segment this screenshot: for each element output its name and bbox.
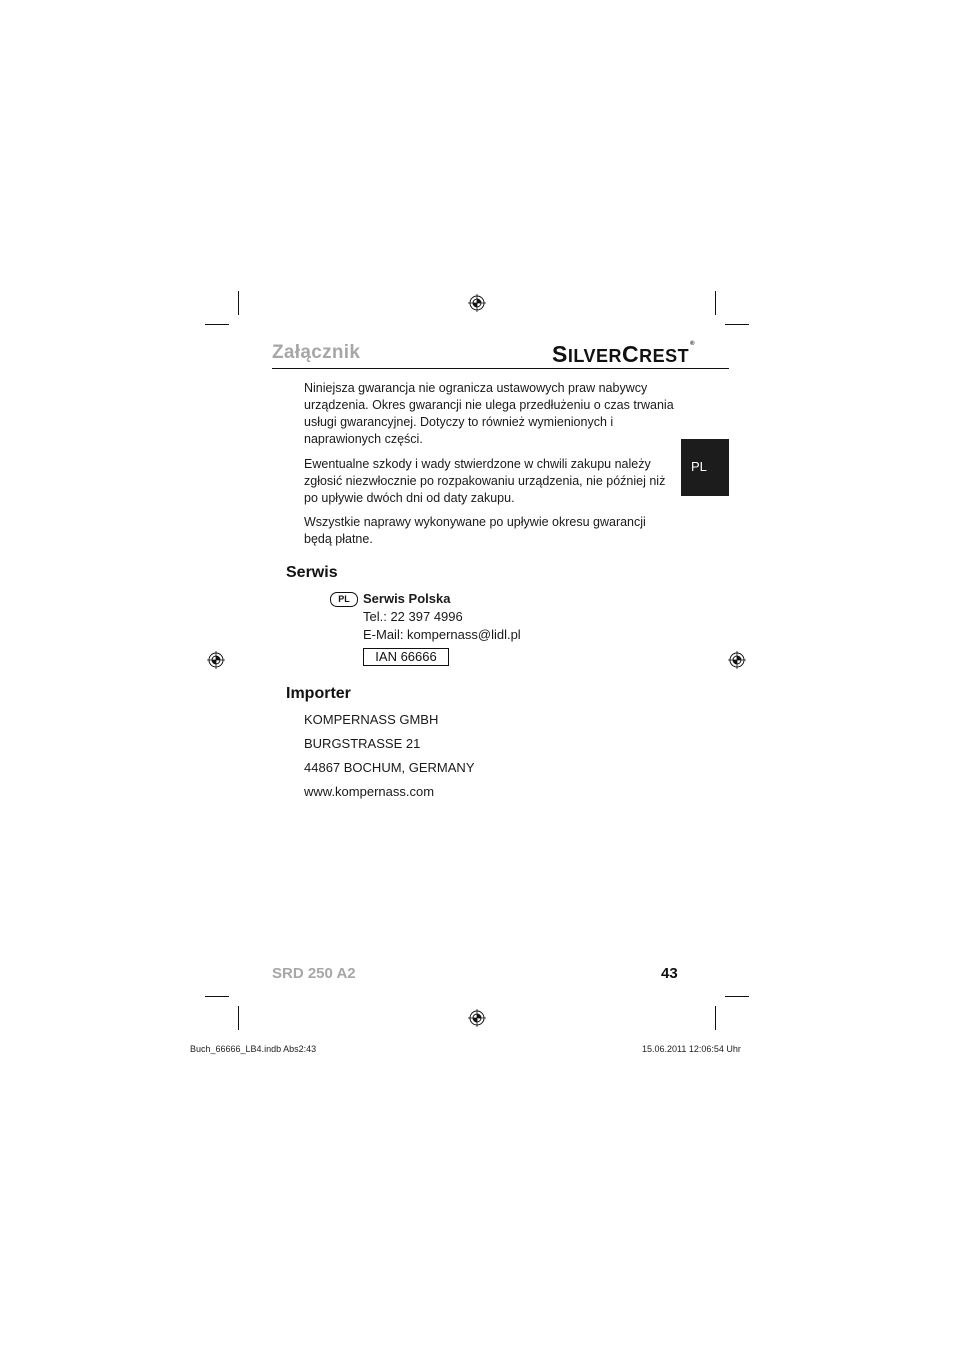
service-email: E-Mail: kompernass@lidl.pl — [363, 627, 521, 642]
registration-mark-icon — [468, 294, 486, 312]
page-number: 43 — [661, 965, 678, 982]
crop-mark — [238, 1006, 239, 1030]
importer-website[interactable]: www.kompernass.com — [304, 784, 435, 799]
brand-logo-text: ILVER — [567, 346, 623, 366]
header-divider — [272, 368, 729, 369]
crop-mark — [725, 996, 749, 997]
registration-mark-icon — [728, 651, 746, 669]
crop-mark — [725, 324, 749, 325]
service-phone: Tel.: 22 397 4996 — [363, 609, 463, 624]
registered-mark: ® — [690, 341, 696, 347]
importer-city: 44867 BOCHUM, GERMANY — [304, 760, 475, 775]
crop-mark — [205, 324, 229, 325]
registration-mark-icon — [207, 651, 225, 669]
crop-mark — [238, 291, 239, 315]
file-info: Buch_66666_LB4.indb Abs2:43 — [190, 1044, 317, 1054]
ian-box: IAN 66666 — [363, 648, 449, 666]
importer-company: KOMPERNASS GMBH — [304, 712, 439, 727]
language-tab — [681, 439, 729, 496]
brand-logo — [552, 341, 695, 368]
page-title: Załącznik — [272, 342, 361, 363]
country-badge: PL — [330, 592, 358, 607]
service-heading: Serwis — [286, 564, 338, 581]
crop-mark — [205, 996, 229, 997]
print-timestamp: 15.06.2011 12:06:54 Uhr — [642, 1044, 741, 1054]
service-name: Serwis Polska — [363, 591, 451, 606]
crop-mark — [715, 291, 716, 315]
warranty-paragraph: Wszystkie naprawy wykonywane po upływie okresu gwarancji będą płatne. — [304, 515, 646, 546]
importer-heading: Importer — [286, 685, 351, 702]
model-number: SRD 250 A2 — [272, 965, 356, 982]
warranty-paragraph: Ewentualne szkody i wady stwierdzone w chwili zakupu należy zgłosić niezwłocznie po rozpakowaniu urządzenia, nie później niż po upływie dwóch dni od daty zakupu. — [304, 457, 666, 505]
language-tab-label: PL — [691, 459, 707, 474]
brand-logo-letter: C — [622, 341, 640, 367]
brand-logo-text: REST — [639, 346, 690, 366]
warranty-paragraph: Niniejsza gwarancja nie ogranicza ustawowych praw nabywcy urządzenia. Okres gwarancji nie ulega przedłużeniu o czas trwania usługi gwarancyjnej. Dotyczy to również wymienionych i naprawionych części. — [304, 381, 674, 446]
importer-street: BURGSTRASSE 21 — [304, 736, 421, 751]
brand-logo-letter: S — [552, 341, 568, 367]
registration-mark-icon — [468, 1009, 486, 1027]
crop-mark — [715, 1006, 716, 1030]
